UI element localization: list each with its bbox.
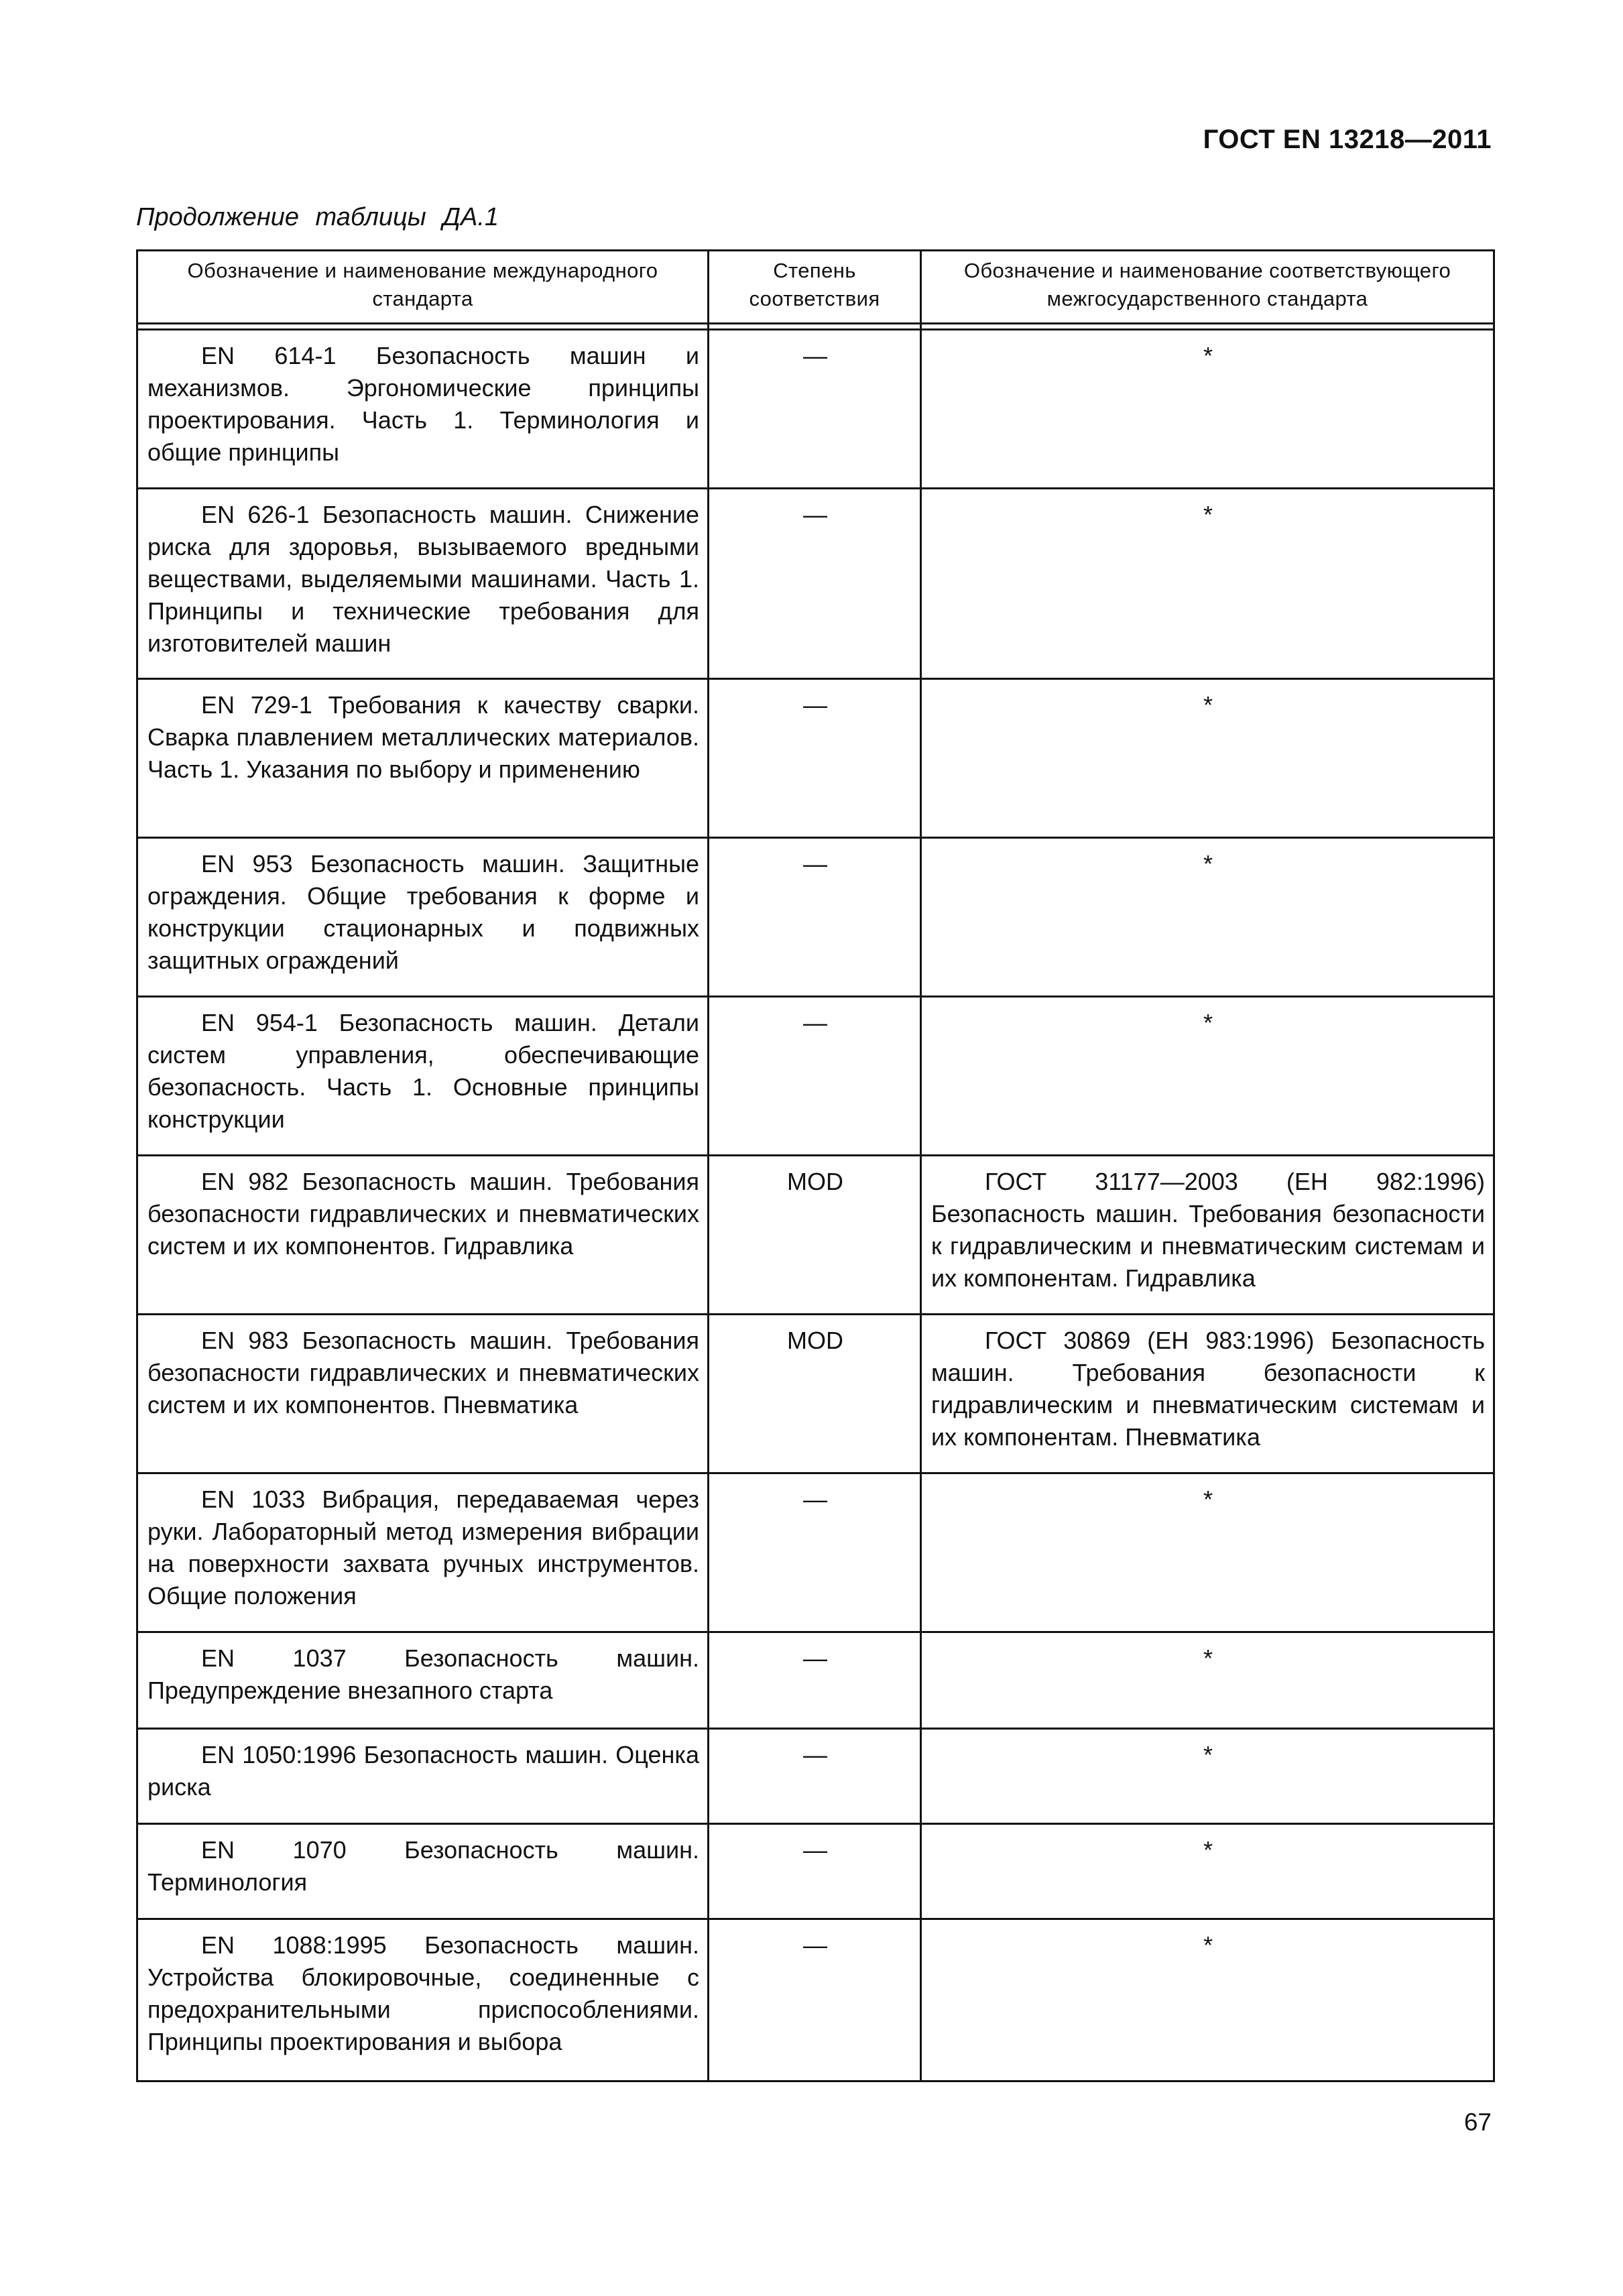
table-row: [137, 679, 1494, 838]
international-standard-cell: EN 729-1 Требования к качеству сварки. Сварка плавлением металлических материалов. Часть 1. Указания по выбору и применению: [137, 679, 709, 838]
interstate-standard-cell: *: [921, 489, 1494, 679]
document-code: ГОСТ EN 13218—2011: [1203, 125, 1492, 154]
interstate-standard-cell: ГОСТ 30869 (ЕН 983:1996) Безопасность машин. Требования безопасности к гидравлическим и пневматическим системам и их компонентам. Пневматика: [921, 1315, 1494, 1473]
international-standard-cell: EN 954-1 Безопасность машин. Детали систем управления, обеспечивающие безопасность. Часть 1. Основные принципы конструкции: [137, 997, 709, 1156]
interstate-standard-cell: ГОСТ 31177—2003 (ЕН 982:1996) Безопасность машин. Требования безопасности к гидравлическим и пневматическим системам и их компонентам. Гидравлика: [921, 1156, 1494, 1315]
interstate-standard-cell: *: [921, 838, 1494, 997]
table-row: [137, 1315, 1494, 1473]
international-standard-cell: EN 1037 Безопасность машин. Предупреждение внезапного старта: [137, 1632, 709, 1729]
international-standard-cell: EN 1033 Вибрация, передаваемая через руки. Лабораторный метод измерения вибрации на поверхности захвата ручных инструментов. Общие положения: [137, 1473, 709, 1632]
interstate-standard-cell: *: [921, 1632, 1494, 1729]
degree-cell: —: [709, 1632, 921, 1729]
header-interstate-standard: Обозначение и наименование соответствующего межгосударственного стандарта: [921, 251, 1494, 324]
interstate-standard-cell: *: [921, 330, 1494, 489]
header-separator: [137, 324, 1494, 330]
degree-cell: —: [709, 838, 921, 997]
table-row: [137, 1729, 1494, 1824]
degree-cell: —: [709, 679, 921, 838]
international-standard-cell: EN 626-1 Безопасность машин. Снижение риска для здоровья, вызываемого вредными веществами, выделяемыми машинами. Часть 1. Принципы и технические требования для изготовителей машин: [137, 489, 709, 679]
table-row: [137, 489, 1494, 679]
international-standard-cell: EN 953 Безопасность машин. Защитные ограждения. Общие требования к форме и конструкции стационарных и подвижных защитных ограждений: [137, 838, 709, 997]
interstate-standard-cell: *: [921, 1473, 1494, 1632]
table-row: [137, 1824, 1494, 1919]
header-international-standard: Обозначение и наименование международного стандарта: [137, 251, 709, 324]
interstate-standard-cell: *: [921, 1919, 1494, 2081]
table-row: [137, 330, 1494, 489]
table-row: [137, 997, 1494, 1156]
interstate-standard-cell: *: [921, 997, 1494, 1156]
degree-cell: —: [709, 1919, 921, 2081]
international-standard-cell: EN 1050:1996 Безопасность машин. Оценка риска: [137, 1729, 709, 1824]
international-standard-cell: EN 982 Безопасность машин. Требования безопасности гидравлических и пневматических систем и их компонентов. Гидравлика: [137, 1156, 709, 1315]
international-standard-cell: EN 1088:1995 Безопасность машин. Устройства блокировочные, соединенные с предохранительными приспособлениями. Принципы проектирования и выбора: [137, 1919, 709, 2081]
degree-cell: MOD: [709, 1156, 921, 1315]
degree-cell: —: [709, 489, 921, 679]
international-standard-cell: EN 1070 Безопасность машин. Терминология: [137, 1824, 709, 1919]
degree-cell: —: [709, 1729, 921, 1824]
header-degree-of-correspondence: Степень соответствия: [709, 251, 921, 324]
international-standard-cell: EN 983 Безопасность машин. Требования безопасности гидравлических и пневматических систем и их компонентов. Пневматика: [137, 1315, 709, 1473]
table-row: [137, 1632, 1494, 1729]
degree-cell: —: [709, 1473, 921, 1632]
table-row: [137, 1473, 1494, 1632]
degree-cell: —: [709, 1824, 921, 1919]
table-header-row: [137, 251, 1494, 324]
interstate-standard-cell: *: [921, 1824, 1494, 1919]
degree-cell: —: [709, 330, 921, 489]
degree-cell: MOD: [709, 1315, 921, 1473]
page-number: 67: [1463, 2108, 1492, 2136]
table-row: [137, 838, 1494, 997]
interstate-standard-cell: *: [921, 1729, 1494, 1824]
interstate-standard-cell: *: [921, 679, 1494, 838]
table-caption: Продолжение таблицы ДА.1: [136, 203, 499, 231]
degree-cell: —: [709, 997, 921, 1156]
international-standard-cell: EN 614-1 Безопасность машин и механизмов. Эргономические принципы проектирования. Часть 1. Терминология и общие принципы: [137, 330, 709, 489]
table-row: [137, 1156, 1494, 1315]
table-row: [137, 1919, 1494, 2081]
correspondence-table: [136, 249, 1495, 2082]
